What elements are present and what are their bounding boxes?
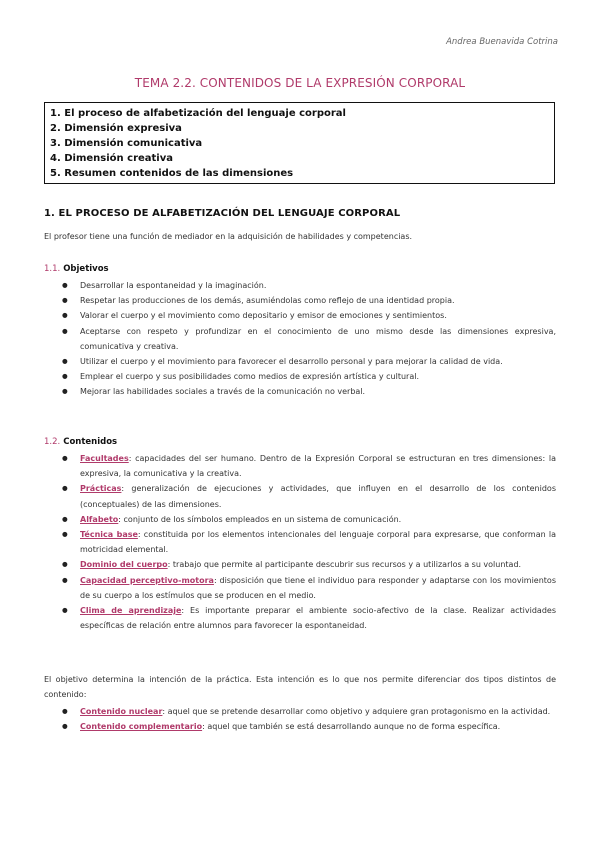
subheading-label: Objetivos bbox=[63, 264, 109, 274]
subheading-objetivos bbox=[44, 264, 109, 274]
toc-item: 3. Dimensión comunicativa bbox=[50, 138, 203, 149]
term: Dominio del cuerpo bbox=[80, 560, 168, 570]
subheading-contenidos bbox=[44, 437, 117, 447]
toc-item: 4. Dimensión creativa bbox=[50, 153, 174, 164]
list-item bbox=[44, 557, 556, 572]
list-item bbox=[44, 704, 556, 719]
term: Contenido complementario bbox=[80, 722, 203, 732]
author-name: Andrea Buenavida Cotrina bbox=[446, 37, 558, 47]
toc-item: 2. Dimensión expresiva bbox=[50, 123, 182, 134]
definition: : disposición que tiene el individuo para responder y adaptarse con los movimientos de su cuerpo a los estímulos que se producen en el medio. bbox=[80, 575, 556, 600]
objetivo-paragraph: El objetivo determina la intención de la práctica. Esta intención es lo que nos permite diferenciar dos tipos distintos de contenido: bbox=[44, 675, 556, 700]
list-item bbox=[44, 481, 556, 511]
list-item: ● Desarrollar la espontaneidad y la imaginación. bbox=[44, 278, 556, 293]
definition: : Es importante preparar el ambiente socio-afectivo de la clase. Realizar actividades específicas de relación entre alumnos para favorecer la espontaneidad. bbox=[80, 606, 556, 631]
term: Clima de aprendizaje bbox=[80, 606, 182, 616]
list-item: ● Emplear el cuerpo y sus posibilidades como medios de expresión artística y cultural. bbox=[44, 369, 556, 384]
table-of-contents bbox=[44, 102, 555, 184]
definition: : aquel que se pretende desarrollar como objetivo y adquiere gran protagonismo en la actividad. bbox=[162, 707, 551, 716]
definition: : constituida por los elementos intencionales del lenguaje corporal para expresarse, que conforman la motricidad elemental. bbox=[80, 530, 556, 555]
toc-item: 1. El proceso de alfabetización del lenguaje corporal bbox=[50, 108, 346, 119]
definition: : aquel que también se está desarrollando aunque no de forma específica. bbox=[202, 722, 501, 732]
list-item bbox=[44, 451, 556, 481]
subheading-number: 1.2. bbox=[44, 437, 61, 447]
list-item: ● Respetar las producciones de los demás, asumiéndolas como reflejo de una identidad propia. bbox=[44, 293, 556, 308]
term: Facultades bbox=[80, 454, 129, 463]
list-item: ● Valorar el cuerpo y el movimiento como depositario y emisor de emociones y sentimientos. bbox=[44, 308, 556, 323]
term: Técnica base bbox=[80, 530, 138, 540]
term: Contenido nuclear bbox=[80, 707, 163, 716]
term: Prácticas bbox=[80, 484, 122, 494]
list-item bbox=[44, 573, 556, 603]
intro-paragraph: El profesor tiene una función de mediador en la adquisición de habilidades y competencias. bbox=[44, 232, 413, 241]
definition: : generalización de ejecuciones y actividades, que influyen en el desarrollo de los contenidos (conceptuales) de las dimensiones. bbox=[80, 484, 556, 509]
section-heading: 1. EL PROCESO DE ALFABETIZACIÓN DEL LENGUAJE CORPORAL bbox=[44, 208, 401, 219]
term: Capacidad perceptivo-motora bbox=[80, 575, 214, 585]
list-item bbox=[44, 719, 556, 734]
contenidos-list bbox=[44, 451, 556, 633]
tipos-list bbox=[44, 704, 556, 734]
list-item bbox=[44, 603, 556, 633]
list-item: ● Aceptarse con respeto y profundizar en el conocimiento de uno mismo desde las dimensiones expresiva, comunicativa y creativa. bbox=[44, 324, 556, 354]
definition: : trabajo que permite al participante descubrir sus recursos y a utilizarlos a su voluntad. bbox=[167, 560, 522, 570]
list-item bbox=[44, 527, 556, 557]
objetivos-list bbox=[44, 278, 556, 400]
list-item: ● Mejorar las habilidades sociales a través de la comunicación no verbal. bbox=[44, 384, 556, 399]
subheading-label: Contenidos bbox=[63, 437, 118, 447]
term: Alfabeto bbox=[80, 514, 119, 524]
definition: : conjunto de los símbolos empleados en un sistema de comunicación. bbox=[118, 514, 402, 524]
list-item bbox=[44, 512, 556, 527]
page-title: TEMA 2.2. CONTENIDOS DE LA EXPRESIÓN CORPORAL bbox=[134, 76, 466, 90]
list-item: ● Utilizar el cuerpo y el movimiento para favorecer el desarrollo personal y para mejorar la calidad de vida. bbox=[44, 354, 556, 369]
definition: : capacidades del ser humano. Dentro de la Expresión Corporal se estructuran en tres dimensiones: la expresiva, la comunicativa y la creativa. bbox=[80, 454, 556, 479]
toc-item: 5. Resumen contenidos de las dimensiones bbox=[50, 168, 294, 179]
subheading-number: 1.1. bbox=[44, 264, 61, 274]
